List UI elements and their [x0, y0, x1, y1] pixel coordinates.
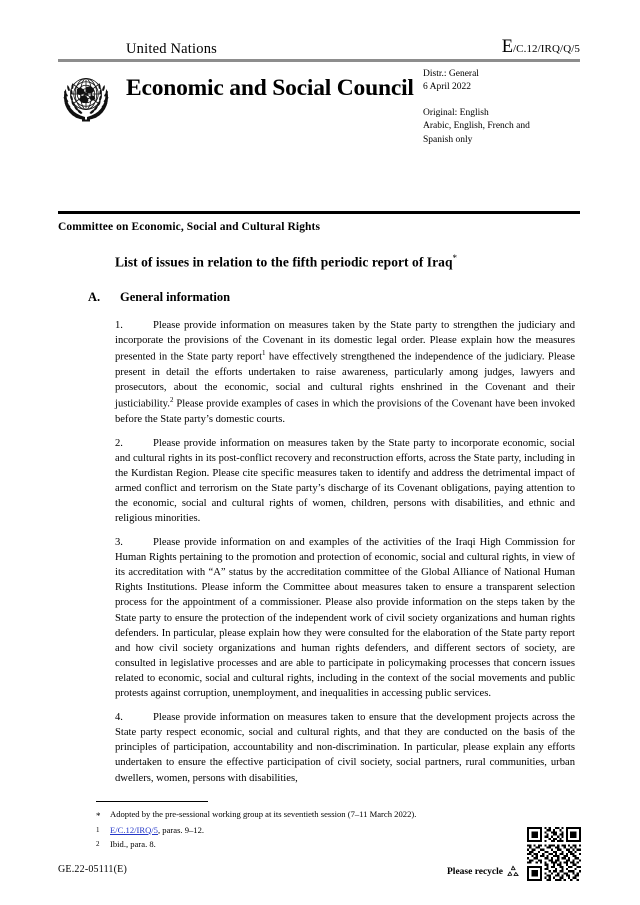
paragraph-text: Please provide information on measures taken to ensure that the development projects across the State party respect economic, social and cultural rights, and that they are conducted on the basis of the principles of participation, accountability and non-discrimination. In particular, please explain any efforts undertaken to ensure the effective participation of civil society, social partners, rural communities, urban dwellers, women, persons with disabilities, [115, 711, 575, 784]
un-emblem-icon [58, 72, 114, 124]
paragraph-4 [115, 710, 575, 786]
footnote-marker: 1 [96, 825, 100, 834]
document-date: 6 April 2022 [423, 82, 472, 93]
recycle-notice [447, 864, 521, 880]
footnotes [96, 808, 536, 851]
document-body [115, 318, 575, 794]
page-title [115, 253, 457, 271]
footnote-separator-rule [96, 801, 208, 802]
recycle-label: Please recycle [447, 867, 503, 877]
organ-title-block [126, 75, 414, 102]
organ-title: Economic and Social Council [126, 75, 414, 101]
footnote-marker: * [96, 811, 101, 821]
original-language: Original: English [423, 107, 489, 118]
footnote-star [96, 808, 536, 824]
paragraph-number: 3. [115, 536, 123, 548]
distribution-spacer [423, 95, 583, 107]
footnote-text: Adopted by the pre-sessional working group at its seventieth session (7–11 March 2022). [110, 809, 417, 819]
paragraph-text-part-3: Please provide examples of cases in which the provisions of the Covenant have been invoked before the State party’s domestic courts. [115, 398, 575, 425]
footnote-text-tail: , paras. 9–12. [157, 824, 205, 835]
paragraph-text-part-1: Please provide information on measures taken by the State party to strengthen the judiciary and incorporate the provisions of the Covenant in its domestic legal order. Please explain how the measures presented in the State party report [115, 320, 575, 363]
paragraph-1 [115, 318, 575, 427]
job-number: GE.22-05111(E) [58, 864, 127, 875]
footnote-1 [96, 824, 536, 838]
organization-name: United Nations [126, 40, 217, 57]
masthead [58, 34, 580, 174]
distribution-block [423, 68, 583, 147]
document-symbol [502, 38, 580, 57]
languages-line-2: Spanish only [423, 134, 473, 145]
paragraph-number: 4. [115, 711, 123, 723]
body-divider-rule [58, 211, 580, 214]
page-title-footnote-marker: * [452, 253, 458, 263]
distribution-label: Distr.: General [423, 69, 479, 79]
footnote-marker: 2 [96, 839, 100, 848]
section-letter: A. [88, 290, 101, 304]
paragraph-number: 1. [115, 320, 123, 331]
footnote-2 [96, 838, 536, 852]
section-heading [88, 290, 568, 305]
paragraph-3 [115, 535, 575, 702]
languages-line-1: Arabic, English, French and [423, 121, 530, 132]
document-symbol-prefix: E [501, 36, 513, 57]
paragraph-text-part-2: have effectively strengthened the independence of the judiciary. Please present in detail the efforts undertaken to raise awareness, particularly among judges, lawyers and prosecutors, about the economic, social and cultural rights enshrined in the Covenant and their justiciability. [115, 351, 575, 410]
paragraph-number: 2. [115, 437, 123, 449]
footnote-text [110, 824, 536, 838]
masthead-top-row [58, 34, 580, 56]
page-title-text: List of issues in relation to the fifth periodic report of Iraq [115, 254, 453, 270]
footnote-ref-2[interactable]: 2 [169, 396, 174, 405]
paragraph-text: Please provide information on measures taken by the State party to incorporate economic, social and cultural rights in its post-conflict recovery and reconstruction efforts, across the State party, including in the Kurdistan Region. Please cite specific measures taken to identify and address the detrimental impact of armed conflict and terrorism on the State party’s discharge of its Covenant obligations, paying attention to the economic, social and cultural rights of women, children, persons with disabilities, and ethnic and religious minorities. [115, 437, 575, 525]
recycle-icon [505, 864, 521, 880]
footnote-link[interactable]: E/C.12/IRQ/5 [110, 824, 158, 835]
paragraph-2 [115, 436, 575, 527]
qr-code-icon [527, 827, 581, 881]
masthead-body [58, 62, 580, 174]
section-title: General information [120, 290, 231, 304]
footnote-ref-1[interactable]: 1 [262, 349, 266, 358]
paragraph-text: Please provide information on and examples of the activities of the Iraqi High Commission for Human Rights pertaining to the promotion and protection of economic, social and cultural rights, in view of its accreditation with “A” status by the accreditation committee of the Global Alliance of National Human Rights Institutions. Please inform the Committee about measures taken to ensure a transparent selection process for the appointment of a commissioner. Please also provide information on the steps taken by the State party to ensure the protection of the independent work of civil society organizations and human rights defenders. In particular, please explain how they were consulted for the elaboration of the State party report and how civil society organizations and human rights defenders, and different sectors of society, are consulted in legislative processes and are able to participate in policymaking processes that concern issues related to economic, social and cultural rights, including in the context of the social movements and public protests against corruption, unemployment, and inequalities in accessing public services. [115, 536, 575, 700]
document-symbol-suffix: /C.12/IRQ/Q/5 [513, 42, 580, 55]
committee-name: Committee on Economic, Social and Cultural Rights [58, 221, 321, 233]
footnote-text: Ibid., para. 8. [110, 838, 156, 849]
